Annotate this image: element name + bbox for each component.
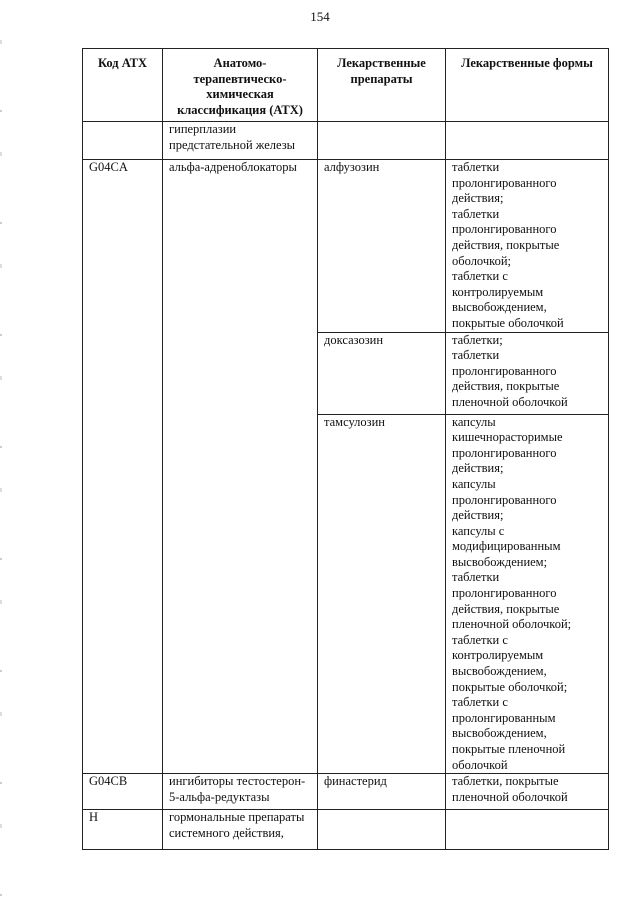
table-row <box>83 122 609 160</box>
cell-forms: таблетки, покрытые пленочной оболочкой <box>446 774 609 810</box>
cell-forms: таблетки пролонгированного действия; таблетки пролонгированного действия, покрытые оболочкой; таблетки с контролируемым высвобождением, покрытые оболочкой <box>446 160 609 333</box>
cell-classification: ингибиторы тестостерон- 5-альфа-редуктазы <box>163 774 318 810</box>
cell-code: G04CB <box>83 774 163 810</box>
cell-drug <box>318 122 446 160</box>
table-header-row <box>83 49 609 122</box>
cell-forms <box>446 810 609 850</box>
cell-forms: таблетки; таблетки пролонгированного действия, покрытые пленочной оболочкой <box>446 332 609 414</box>
header-code: Код АТХ <box>83 49 163 122</box>
cell-code: H <box>83 810 163 850</box>
header-classification: Анатомо- терапевтическо- химическая классификация (АТХ) <box>163 49 318 122</box>
cell-classification: альфа-адреноблокаторы <box>163 160 318 774</box>
table-row <box>83 774 609 810</box>
cell-classification: гиперплазии предстательной железы <box>163 122 318 160</box>
cell-forms <box>446 122 609 160</box>
cell-drug: алфузозин <box>318 160 446 333</box>
header-drugs: Лекарственные препараты <box>318 49 446 122</box>
cell-code: G04CA <box>83 160 163 774</box>
table-row <box>83 810 609 850</box>
cell-code <box>83 122 163 160</box>
table-row <box>83 160 609 333</box>
atx-classification-table <box>82 48 609 850</box>
scan-edge-artifact <box>0 0 2 905</box>
cell-drug: тамсулозин <box>318 414 446 774</box>
header-forms: Лекарственные формы <box>446 49 609 122</box>
page-number: 154 <box>310 9 330 24</box>
cell-drug: доксазозин <box>318 332 446 414</box>
cell-forms: капсулы кишечнорасторимые пролонгированного действия; капсулы пролонгированного действия; капсулы с модифицированным высвобождением; таблетки пролонгированного действия, покрытые пленочной оболочкой; таблетки с контролируемым высвобождением, покрытые оболочкой; таблетки с пролонгированным высвобождением, покрытые пленочной оболочкой <box>446 414 609 774</box>
cell-drug: финастерид <box>318 774 446 810</box>
cell-drug <box>318 810 446 850</box>
cell-classification: гормональные препараты системного действия, <box>163 810 318 850</box>
